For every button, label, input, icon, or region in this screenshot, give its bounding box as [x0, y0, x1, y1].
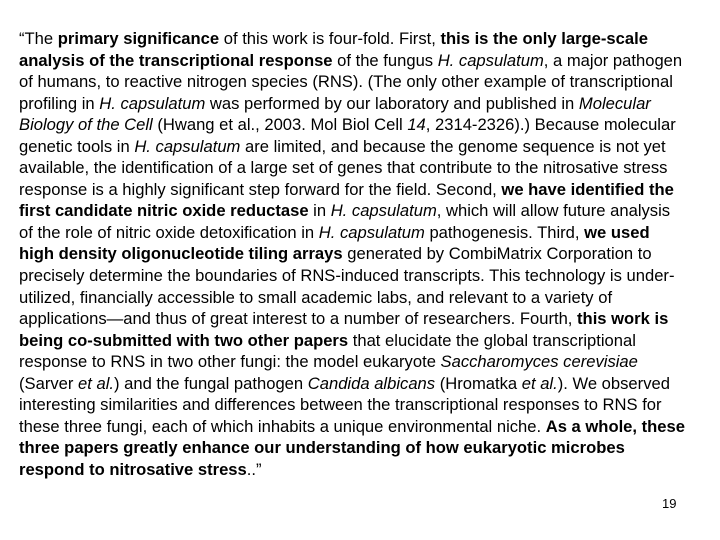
quote-segment-italic: H. capsulatum — [437, 50, 544, 70]
quote-segment: , which will allow future analysis of the role of nitric oxide detoxification in — [19, 201, 671, 242]
quote-segment: pathogenesis. Third, — [424, 222, 585, 242]
quote-segment: “The — [19, 29, 58, 48]
quote-segment: (Hwang et al., 2003. Mol Biol Cell — [152, 115, 408, 135]
quote-segment-bold: this is the only large-scale analysis of the transcriptional response — [19, 29, 648, 70]
quote-segment-bold: primary significance — [57, 29, 220, 48]
quote-segment: ..” — [246, 459, 262, 479]
quote-segment: was performed by our laboratory and published in — [205, 93, 579, 113]
quote-segment-bold: As a whole, these three papers greatly enhance our understanding of how eukaryotic microbes respond to nitrosative stress — [19, 416, 685, 479]
quote-segment: of the fungus — [332, 50, 438, 70]
quote-segment: of this work is four-fold. First, — [219, 29, 441, 48]
quote-segment: ) and the fungal pathogen — [114, 373, 308, 393]
quote-segment: ). We observed interesting similarities and differences between the transcriptional responses to RNS for these three fungi, each of which inhabits a unique environmental niche. — [19, 373, 670, 436]
quote-segment-italic: H. capsulatum — [330, 201, 437, 221]
quote-segment: (Sarver — [19, 373, 79, 393]
quote-segment-italic: H. capsulatum — [134, 136, 241, 156]
quote-segment: in — [308, 201, 331, 221]
quote-segment-italic: H. capsulatum — [99, 93, 206, 113]
quote-segment: that elucidate the global transcriptional response to RNS in two other fungi: the model eukaryote — [19, 330, 636, 372]
quote-segment-italic: et al. — [521, 373, 558, 393]
quote-segment-bold: we used high density oligonucleotide tiling arrays — [19, 222, 650, 264]
quote-segment-italic: H. capsulatum — [318, 222, 425, 242]
quote-segment-italic: et al. — [78, 373, 114, 393]
quote-segment-italic: Molecular Biology of the Cell — [19, 93, 651, 135]
quote-segment: , a major pathogen of humans, to reactive nitrogen species (RNS). (The only other example of transcriptional profiling in — [19, 50, 683, 113]
quote-segment-italic: Candida albicans — [307, 373, 436, 393]
quote-segment: are limited, and because the genome sequence is not yet available, the identification of a large set of genes that contribute to the nitrosative stress response is a highly significant step forward for the field. Second, — [19, 136, 668, 199]
quote-segment: generated by CombiMatrix Corporation to precisely determine the boundaries of RNS-induced transcripts. This technology is under-utilized, financially accessible to small academic labs, and relevant to a variety of applications—and thus of great interest to a number of researchers. Fourth, — [19, 244, 675, 329]
quote-segment: , 2314-2326).) Because molecular genetic tools in — [19, 115, 676, 156]
quote-segment: (Hromatka — [435, 373, 522, 393]
quote-segment-bold: this work is being co-submitted with two other papers — [19, 309, 669, 350]
quote-segment-bold: we have identified the first candidate nitric oxide reductase — [19, 179, 674, 221]
quote-segment-italic: Saccharomyces cerevisiae — [440, 352, 638, 372]
quote-paragraph — [19, 28, 685, 480]
quote-segment-italic: 14 — [407, 115, 426, 135]
page-number: 19 — [662, 496, 677, 511]
